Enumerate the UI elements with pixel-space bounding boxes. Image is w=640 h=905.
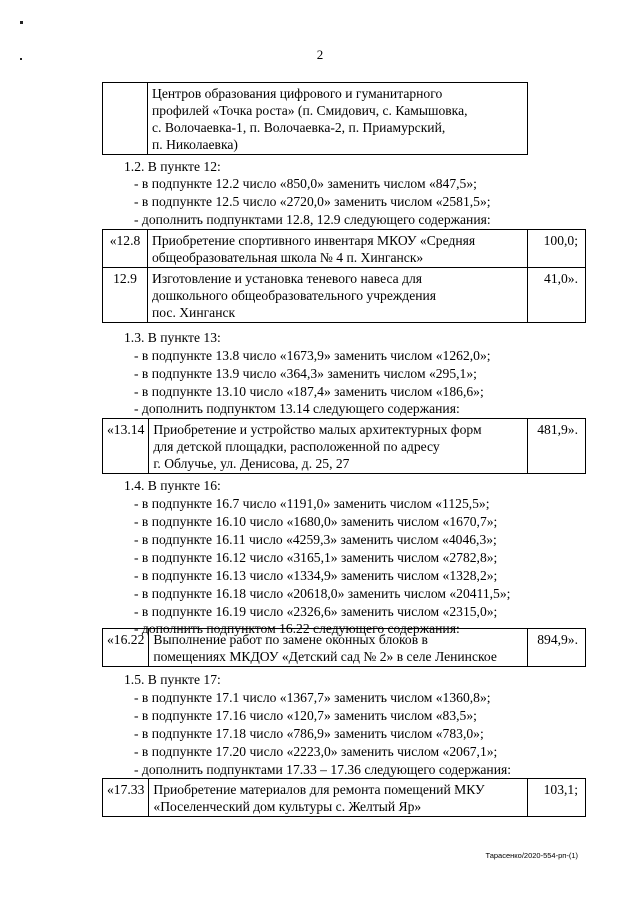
list-item: - дополнить подпунктом 13.14 следующего содержания: — [134, 401, 460, 416]
row-description: Изготовление и установка теневого навеса для дошкольного общеобразовательного учреждения пос. Хинганск — [148, 268, 528, 323]
row-number: «16.22 — [103, 629, 149, 667]
list-item: - дополнить подпунктами 12.8, 12.9 следующего содержания: — [134, 212, 491, 227]
section-heading: 1.5. В пункте 17: — [124, 672, 221, 687]
row-number: «17.33 — [103, 779, 149, 817]
list-item: - в подпункте 13.10 число «187,4» заменить числом «186,6»; — [134, 384, 484, 399]
section-heading: 1.4. В пункте 16: — [124, 478, 221, 493]
row-number: 12.9 — [103, 268, 148, 323]
section-heading: 1.2. В пункте 12: — [124, 159, 221, 174]
document-footer-code: Тарасенко/2020-554-рп-(1) — [485, 851, 578, 860]
table-row — [103, 629, 586, 667]
table-row — [103, 268, 586, 323]
list-item: - в подпункте 13.8 число «1673,9» заменить числом «1262,0»; — [134, 348, 491, 363]
page-number: 2 — [316, 47, 324, 62]
list-item: - в подпункте 16.13 число «1334,9» заменить числом «1328,2»; — [134, 568, 498, 583]
list-item: - в подпункте 12.5 число «2720,0» заменить числом «2581,5»; — [134, 194, 491, 209]
scan-mark — [20, 21, 23, 24]
row-description: Приобретение материалов для ремонта помещений МКУ «Поселенческий дом культуры с. Желтый Яр» — [149, 779, 528, 817]
list-item: - в подпункте 16.12 число «3165,1» заменить числом «2782,8»; — [134, 550, 498, 565]
row-description: Центров образования цифрового и гуманитарного профилей «Точка роста» (п. Смидович, с. Камышовка, с. Волочаевка-1, п. Волочаевка-2, п. Приамурский, п. Николаевка) — [148, 83, 528, 155]
list-item: - в подпункте 17.20 число «2223,0» заменить числом «2067,1»; — [134, 744, 498, 759]
list-item: - в подпункте 16.18 число «20618,0» заменить числом «20411,5»; — [134, 586, 511, 601]
row-description: Приобретение и устройство малых архитектурных форм для детской площадки, расположенной по адресу г. Облучье, ул. Денисова, д. 25, 27 — [149, 419, 528, 474]
top-table — [102, 82, 528, 155]
row-value: 481,9». — [528, 419, 586, 474]
amendment-table — [102, 229, 586, 323]
row-value: 100,0; — [528, 230, 586, 268]
list-item: - в подпункте 17.18 число «786,9» заменить числом «783,0»; — [134, 726, 484, 741]
amendment-table — [102, 418, 586, 474]
row-description: Приобретение спортивного инвентаря МКОУ «Средняя общеобразовательная школа № 4 п. Хинганск» — [148, 230, 528, 268]
row-value: 103,1; — [528, 779, 586, 817]
list-item: - в подпункте 13.9 число «364,3» заменить числом «295,1»; — [134, 366, 477, 381]
amendment-table — [102, 778, 586, 817]
table-row — [103, 779, 586, 817]
table-row — [103, 83, 528, 155]
table-row — [103, 419, 586, 474]
list-item: - в подпункте 17.16 число «120,7» заменить числом «83,5»; — [134, 708, 477, 723]
row-description: Выполнение работ по замене оконных блоков в помещениях МКДОУ «Детский сад № 2» в селе Ленинское — [149, 629, 528, 667]
amendment-table — [102, 628, 586, 667]
row-value: 894,9». — [528, 629, 586, 667]
row-number: «12.8 — [103, 230, 148, 268]
list-item: - в подпункте 16.7 число «1191,0» заменить числом «1125,5»; — [134, 496, 490, 511]
list-item: - дополнить подпунктом 16.22 следующего содержания: — [134, 621, 460, 636]
table-row — [103, 230, 586, 268]
row-number — [103, 83, 148, 155]
list-item: - в подпункте 16.19 число «2326,6» заменить числом «2315,0»; — [134, 604, 498, 619]
list-item: - дополнить подпунктами 17.33 – 17.36 следующего содержания: — [134, 762, 512, 777]
list-item: - в подпункте 17.1 число «1367,7» заменить числом «1360,8»; — [134, 690, 491, 705]
row-value: 41,0». — [528, 268, 586, 323]
row-number: «13.14 — [103, 419, 149, 474]
list-item: - в подпункте 12.2 число «850,0» заменить числом «847,5»; — [134, 176, 477, 191]
list-item: - в подпункте 16.11 число «4259,3» заменить числом «4046,3»; — [134, 532, 497, 547]
list-item: - в подпункте 16.10 число «1680,0» заменить числом «1670,7»; — [134, 514, 498, 529]
section-heading: 1.3. В пункте 13: — [124, 330, 221, 345]
